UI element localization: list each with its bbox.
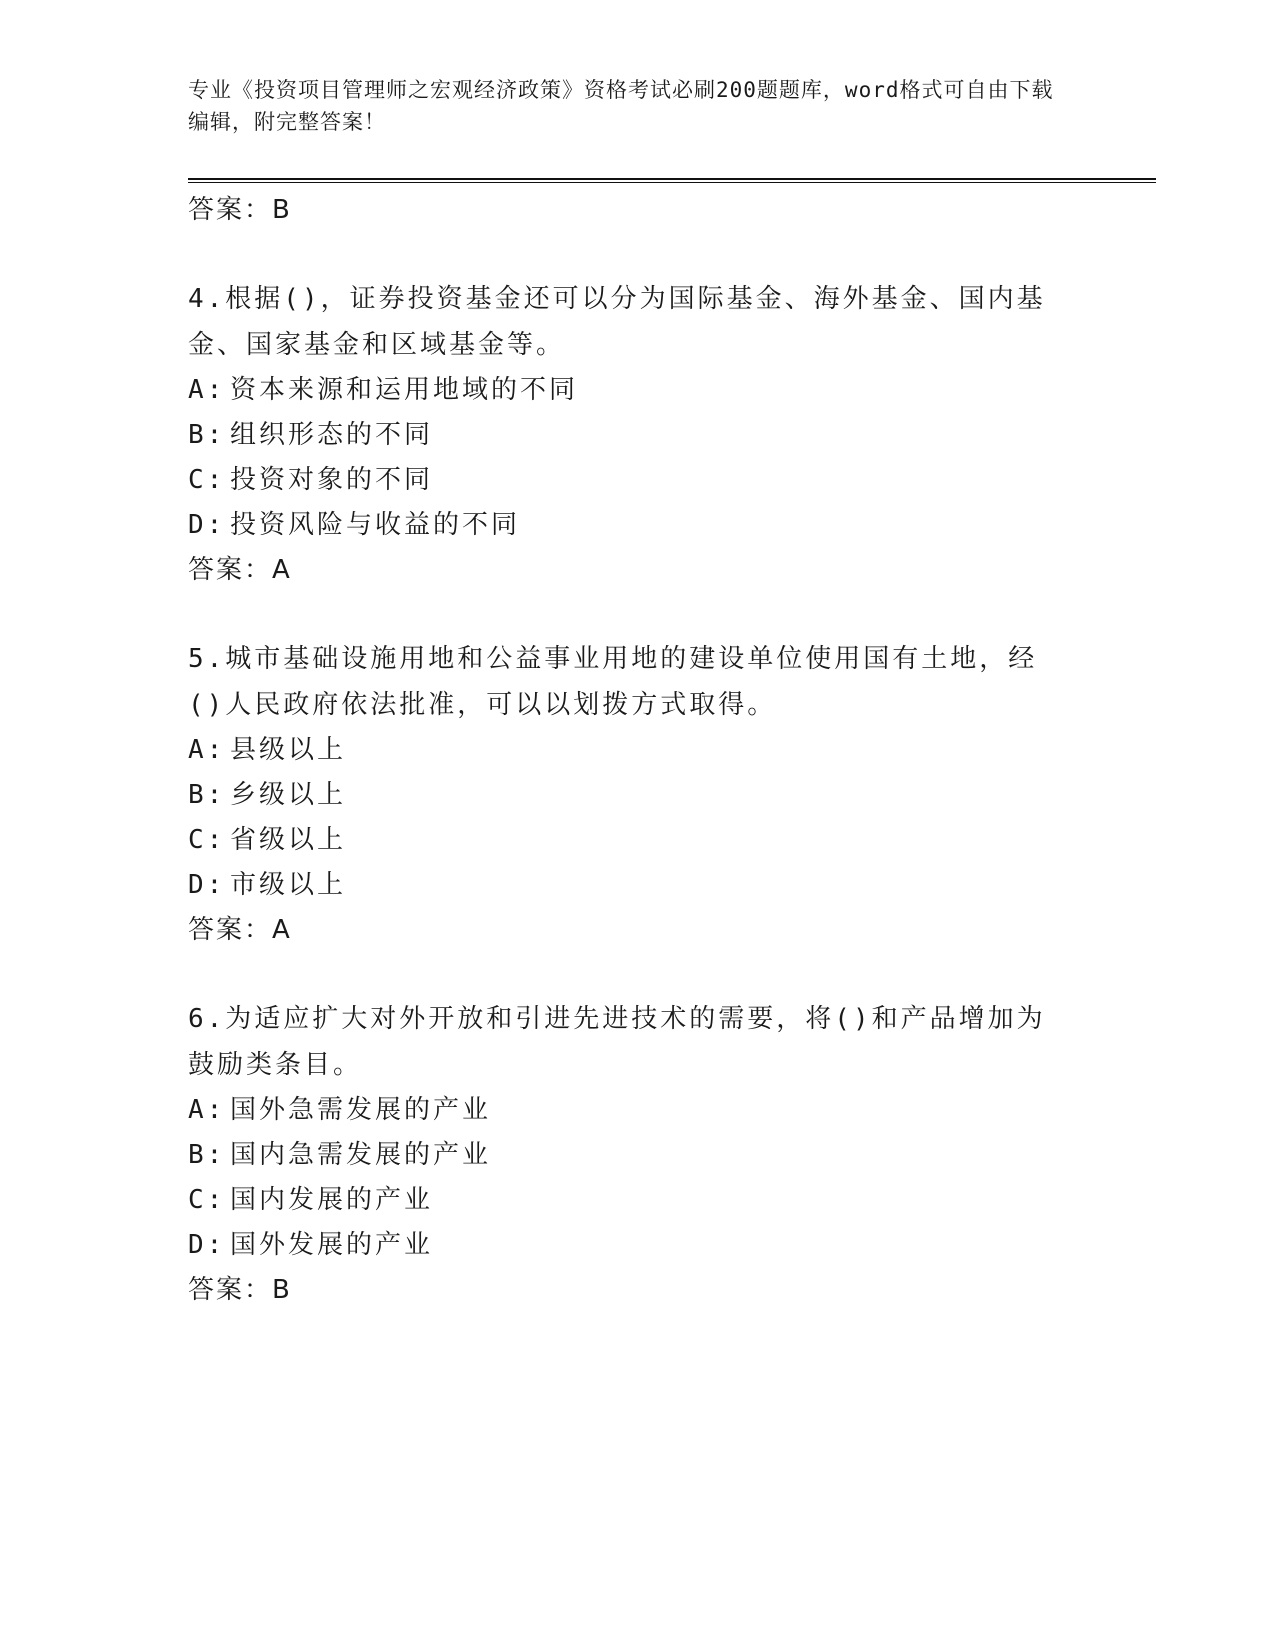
answer-label: 答案：B bbox=[188, 1275, 292, 1305]
option-text: 县级以上 bbox=[230, 735, 347, 765]
option-key: C: bbox=[188, 1185, 226, 1215]
option-key: B: bbox=[188, 780, 226, 810]
document-body bbox=[188, 188, 1068, 1312]
option-key: D: bbox=[188, 1230, 226, 1260]
option-key: D: bbox=[188, 510, 226, 540]
option-key: C: bbox=[188, 825, 226, 855]
option-key: A: bbox=[188, 1095, 226, 1125]
option-d bbox=[188, 503, 1068, 548]
option-d bbox=[188, 1223, 1068, 1268]
header-divider bbox=[188, 178, 1156, 183]
option-key: C: bbox=[188, 465, 226, 495]
question-text: 5.城市基础设施用地和公益事业用地的建设单位使用国有土地，经()人民政府依法批准，可以以划拨方式取得。 bbox=[188, 644, 1038, 720]
option-text: 组织形态的不同 bbox=[230, 420, 434, 450]
question-5 bbox=[188, 636, 1068, 952]
answer-label: 答案：B bbox=[188, 195, 292, 225]
question-text: 6.为适应扩大对外开放和引进先进技术的需要，将()和产品增加为鼓励类条目。 bbox=[188, 1004, 1046, 1080]
option-text: 投资风险与收益的不同 bbox=[230, 510, 521, 540]
option-key: B: bbox=[188, 420, 226, 450]
option-d bbox=[188, 863, 1068, 908]
option-a bbox=[188, 1088, 1068, 1133]
option-text: 资本来源和运用地域的不同 bbox=[230, 375, 579, 405]
option-text: 省级以上 bbox=[230, 825, 347, 855]
page-header: 专业《投资项目管理师之宏观经济政策》资格考试必刷200题题库，word格式可自由下载编辑，附完整答案！ bbox=[188, 78, 1054, 134]
option-c bbox=[188, 1178, 1068, 1223]
option-a bbox=[188, 728, 1068, 773]
option-b bbox=[188, 773, 1068, 818]
question-text: 4.根据()，证券投资基金还可以分为国际基金、海外基金、国内基金、国家基金和区域基金等。 bbox=[188, 284, 1046, 360]
option-a bbox=[188, 368, 1068, 413]
option-key: A: bbox=[188, 735, 226, 765]
option-key: D: bbox=[188, 870, 226, 900]
option-text: 国内急需发展的产业 bbox=[230, 1140, 492, 1170]
question-4 bbox=[188, 276, 1068, 592]
option-text: 乡级以上 bbox=[230, 780, 347, 810]
answer-label: 答案：A bbox=[188, 555, 292, 585]
option-text: 国内发展的产业 bbox=[230, 1185, 434, 1215]
option-key: A: bbox=[188, 375, 226, 405]
option-text: 投资对象的不同 bbox=[230, 465, 434, 495]
option-c bbox=[188, 458, 1068, 503]
option-b bbox=[188, 413, 1068, 458]
option-text: 国外发展的产业 bbox=[230, 1230, 434, 1260]
answer-label: 答案：A bbox=[188, 915, 292, 945]
option-b bbox=[188, 1133, 1068, 1178]
option-text: 市级以上 bbox=[230, 870, 347, 900]
question-6 bbox=[188, 996, 1068, 1312]
option-key: B: bbox=[188, 1140, 226, 1170]
option-text: 国外急需发展的产业 bbox=[230, 1095, 492, 1125]
option-c bbox=[188, 818, 1068, 863]
